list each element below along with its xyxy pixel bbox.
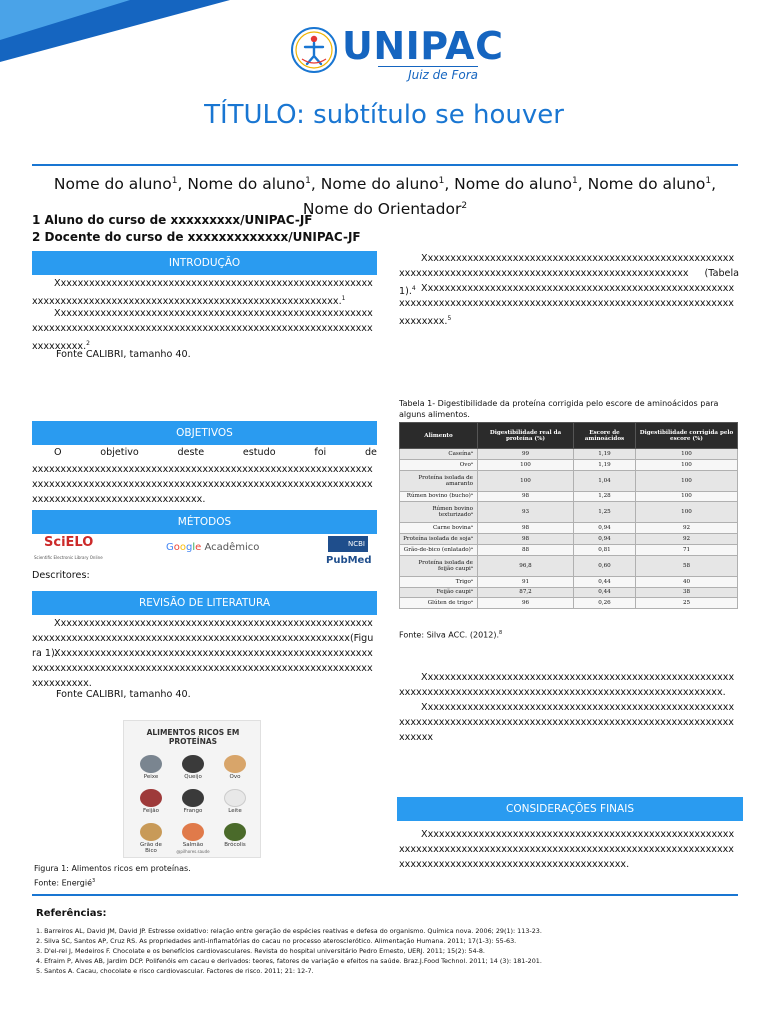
food-item-feijao (134, 789, 168, 814)
author-student: Nome do aluno (320, 175, 439, 194)
reference-item: 1. Barreiros AL, David JM, David JP. Estresse oxidativo: relação entre geração de espécies reativas e defesa do organismo. Química nova. 2006; 29(1): 113-23. (36, 927, 542, 935)
table-cell: 0,81 (574, 544, 636, 555)
table-row (400, 491, 738, 502)
objetivos-paragraph: xxxxxxxxxxxxxxxxxxxxxxxxxxxxxxxxxxxxxxxxxxxxxxxxxxxxxxxxxxxxxxxxxxxxxxxxxxxxxxxxxxxxxxxxxxxxxxxxxxxxxxxxxxxxxxxxxxxxxxxxxxxxxxxxxxxxxxxxxxxxxxxxxxxxxx. (32, 464, 373, 505)
objetivo-word: estudo (242, 447, 276, 458)
table-source-text: Fonte: Silva ACC. (2012). (399, 630, 500, 640)
food-label: Queijo (184, 774, 202, 780)
figure-title-line1: ALIMENTOS RICOS EM (146, 728, 240, 737)
table-cell: 0,44 (574, 587, 636, 598)
author-advisor: Nome do Orientador (302, 200, 462, 219)
intro-p2-text: Xxxxxxxxxxxxxxxxxxxxxxxxxxxxxxxxxxxxxxxxxxxxxxxxxxxxxxxxxxxxxxxxxxxxxxxxxxxxxxxxxxxxxxxxxxxxxxxxxxxxxxxxxxxxxxxxxxxxxxxxxxxxx. (32, 308, 373, 353)
table-cell: 0,94 (574, 534, 636, 545)
authors-line: Nome do aluno$^1$, Nome do aluno$^1$, Nome do aluno$^1$, Nome do aluno$^1$, Nome do aluno$^1$, Nome do Orientador$^2$ (53, 175, 717, 219)
google-letter: g (186, 542, 193, 553)
consideracoes-text: Xxxxxxxxxxxxxxxxxxxxxxxxxxxxxxxxxxxxxxxxxxxxxxxxxxxxxxxxxxxxxxxxxxxxxxxxxxxxxxxxxxxxxxxxxxxxxxxxxxxxxxxxxxxxxxxxxxxxxxxxxxxxxxxxxxxxxxxxxxxxxxxxxxxxxxxxxx. (399, 829, 735, 870)
table-row (400, 555, 738, 576)
section-introducao: INTRODUÇÃO (32, 251, 377, 275)
table-row (400, 587, 738, 598)
table-cell: 58 (636, 555, 738, 576)
food-item-frango (176, 789, 210, 814)
objetivo-word: foi (314, 447, 327, 458)
consideracoes-paragraph (399, 827, 739, 872)
table-source (399, 627, 502, 642)
page-title: TÍTULO: subtítulo se houver (204, 100, 564, 130)
table-cell: 1,19 (574, 459, 636, 470)
author-sup: 1 (305, 176, 311, 186)
objetivo-word: objetivo (100, 447, 139, 458)
table-row (400, 459, 738, 470)
table-cell: 93 (478, 502, 574, 523)
reference-item: 2. Silva SC, Santos AP, Cruz RS. As propriedades anti-inflamatórias do cacau no processo aterosclerótico. Alimentação Humana. 2011; 17(1-3): 55-63. (36, 937, 517, 945)
revisao-p1-text: Xxxxxxxxxxxxxxxxxxxxxxxxxxxxxxxxxxxxxxxxxxxxxxxxxxxxxxxxxxxxxxxxxxxxxxxxxxxxxxxxxxxxxxxxxxxxxxxxxxxxxxxxxxxxxxxx(Figura 1). (32, 618, 374, 659)
table-header: Digestibilidade real da proteína (%) (478, 423, 574, 449)
google-academico-logo (166, 542, 259, 553)
reference-item: 3. D'el-rei J, Medeiros F. Chocolate e os benefícios cardiovasculares. Revista do hospital universitário Pedro Ernesto, UERJ. 2011; 15(2): 54-8. (36, 947, 485, 955)
pubmed-logo: PubMed (326, 555, 372, 566)
table-cell: 98 (478, 523, 574, 534)
right-p4-text: Xxxxxxxxxxxxxxxxxxxxxxxxxxxxxxxxxxxxxxxxxxxxxxxxxxxxxxxxxxxxxxxxxxxxxxxxxxxxxxxxxxxxxxxxxxxxxxxxxxxxxxxxxxxxxxxxxxxxxxxx (399, 702, 735, 743)
table-row (400, 598, 738, 609)
food-item-queijo (176, 755, 210, 780)
table-cell: Trigoᵃ (400, 576, 478, 587)
intro-font-note: Fonte CALIBRI, tamanho 40. (56, 349, 191, 360)
table-cell: 1,25 (574, 502, 636, 523)
objetivos-first-line (32, 447, 377, 458)
brand-name: UNIPAC (342, 24, 504, 68)
section-revisao: REVISÃO DE LITERATURA (32, 591, 377, 615)
google-letter: o (179, 542, 186, 553)
revisao-font-note: Fonte CALIBRI, tamanho 40. (56, 689, 191, 700)
figure-caption-line1: Figura 1: Alimentos ricos em proteínas. (34, 864, 191, 873)
table-cell: Ovoᵃ (400, 459, 478, 470)
table-cell: 92 (636, 523, 738, 534)
table-row (400, 534, 738, 545)
table-cell: 88 (478, 544, 574, 555)
table-cell: 40 (636, 576, 738, 587)
table-row (400, 449, 738, 460)
table-cell: 0,44 (574, 576, 636, 587)
google-letter: e (195, 542, 202, 553)
table-cell: 91 (478, 576, 574, 587)
google-letter: G (166, 542, 174, 553)
table-cell: 98 (478, 534, 574, 545)
food-label: Peixe (143, 774, 159, 780)
figure-caption-sup: 3 (92, 878, 96, 884)
brand-subtitle: Juiz de Fora (378, 66, 478, 82)
table-cell: 98 (478, 491, 574, 502)
table-cell: 87,2 (478, 587, 574, 598)
revisao-p2-text: Xxxxxxxxxxxxxxxxxxxxxxxxxxxxxxxxxxxxxxxxxxxxxxxxxxxxxxxxxxxxxxxxxxxxxxxxxxxxxxxxxxxxxxxxxxxxxxxxxxxxxxxxxxxxxxxxxxxxxxxxxxxxxx. (32, 648, 373, 689)
section-objetivos: OBJETIVOS (32, 421, 377, 445)
objetivo-word: O (54, 447, 62, 458)
author-student: Nome do aluno (454, 175, 572, 194)
food-label: Grão de Bico (140, 842, 162, 854)
objetivo-word: deste (177, 447, 205, 458)
food-item-salmao (176, 823, 210, 848)
table-cell: Proteína isolada de feijão caupiᵃ (400, 555, 478, 576)
table-cell: 0,60 (574, 555, 636, 576)
food-label: Ovo (229, 774, 241, 780)
references-divider (32, 894, 738, 896)
figure-title (124, 728, 262, 746)
table-cell: 38 (636, 587, 738, 598)
right-p1-sup: 4 (411, 285, 416, 292)
table-cell: 99 (478, 449, 574, 460)
table-cell: 0,26 (574, 598, 636, 609)
unipac-logo (290, 24, 504, 82)
google-letter: l (192, 542, 196, 553)
table-cell: Glúten de trigoᵃ (400, 598, 478, 609)
right-p1-text: Xxxxxxxxxxxxxxxxxxxxxxxxxxxxxxxxxxxxxxxxxxxxxxxxxxxxxxxxxxxxxxxxxxxxxxxxxxxxxxxxxxxxxxxxxxxxxxxxxxxxxxxxxx (Tabela 1). (399, 253, 739, 298)
author-student: Nome do aluno (187, 175, 306, 194)
table-cell: 100 (636, 491, 738, 502)
corner-decoration-light (0, 0, 130, 40)
table-cell: Caseínaᵃ (400, 449, 478, 460)
table-source-sup: 8 (499, 630, 503, 636)
intro-p2-sup: 2 (86, 340, 90, 347)
food-label: Feijão (142, 808, 160, 814)
table-cell: 1,04 (574, 470, 636, 491)
table-cell: 1,19 (574, 449, 636, 460)
table-cell: 100 (636, 459, 738, 470)
figure-title-line2: PROTEÍNAS (168, 737, 218, 746)
food-label: Brócolis (224, 842, 246, 848)
table-cell: 100 (636, 449, 738, 460)
table-row (400, 502, 738, 523)
table-row (400, 544, 738, 555)
figure-caption-line2: Fonte: Energié (34, 878, 92, 888)
table-cell: 100 (478, 459, 574, 470)
right-p2-sup: 5 (447, 315, 452, 322)
author-sup: 1 (438, 176, 445, 186)
table-cell: Proteína isolada de amaranto (400, 470, 478, 491)
table-cell: Feijão caupiᵃ (400, 587, 478, 598)
author-student: Nome do aluno (587, 175, 706, 194)
figure-caption (34, 863, 191, 890)
table-row (400, 576, 738, 587)
table-cell: Rúmen bovino (bucho)ᵃ (400, 491, 478, 502)
title-divider (32, 164, 738, 166)
food-item-leite (218, 789, 252, 814)
author-student: Nome do aluno (53, 175, 172, 194)
table-caption: Tabela 1- Digestibilidade da proteína corrigida pelo escore de aminoácidos para alguns alimentos. (399, 399, 719, 419)
scielo-subtitle: Scientific Electronic Library Online (34, 555, 103, 560)
reference-item: 4. Efraim P, Alves AB, Jardim DCP. Polifenóis em cacau e derivados: teores, fatores de variação e efeitos na saúde. Braz.J.Food Technol. 2011; 14 (3): 181-201. (36, 957, 542, 965)
food-label: Leite (228, 808, 242, 814)
ncbi-logo: NCBI (328, 536, 368, 552)
table-cell: 92 (636, 534, 738, 545)
right-paragraph-3 (399, 670, 739, 700)
table-cell: Grão-de-bico (enlatado)ᵃ (400, 544, 478, 555)
food-label: Frango (183, 808, 203, 814)
references-list (36, 926, 736, 976)
descritores-label: Descritores: (32, 570, 90, 581)
table-cell: 100 (636, 502, 738, 523)
objetivo-word: de (364, 447, 377, 458)
table-cell: 71 (636, 544, 738, 555)
author-sup: 1 (171, 176, 178, 186)
food-item-ovo (218, 755, 252, 780)
author-sup: 1 (705, 176, 712, 186)
table-cell: 0,94 (574, 523, 636, 534)
right-p3-text: Xxxxxxxxxxxxxxxxxxxxxxxxxxxxxxxxxxxxxxxxxxxxxxxxxxxxxxxxxxxxxxxxxxxxxxxxxxxxxxxxxxxxxxxxxxxxxxxxxxxxxxxxxxxxxxxx. (399, 672, 735, 698)
right-p2-text: Xxxxxxxxxxxxxxxxxxxxxxxxxxxxxxxxxxxxxxxxxxxxxxxxxxxxxxxxxxxxxxxxxxxxxxxxxxxxxxxxxxxxxxxxxxxxxxxxxxxxxxxxxxxxxxxxxxxxxxxxxx. (399, 283, 735, 328)
right-paragraph-2 (399, 281, 739, 329)
table-header: Alimento (400, 423, 478, 449)
table-cell: 100 (478, 470, 574, 491)
table-cell: 100 (636, 470, 738, 491)
table-cell: Proteína isolada de sojaᵃ (400, 534, 478, 545)
references-title: Referências: (36, 908, 107, 919)
table-row (400, 470, 738, 491)
right-paragraph-4 (399, 700, 739, 745)
revisao-paragraph-2 (32, 646, 377, 691)
digestibility-table (399, 422, 738, 609)
reference-item: 5. Santos A. Cacau, chocolate e risco cardiovascular. Factores de risco. 2011; 21: 12-7. (36, 967, 314, 975)
food-item-brocolis (218, 823, 252, 848)
figure-credit: @pilhores.saude (176, 849, 210, 854)
table-cell: Carne bovinaᵃ (400, 523, 478, 534)
intro-p1-sup: 1 (341, 295, 346, 302)
section-consideracoes: CONSIDERAÇÕES FINAIS (397, 797, 743, 821)
table-row (400, 523, 738, 534)
author-sup: 1 (572, 176, 578, 186)
table-cell: 96,8 (478, 555, 574, 576)
advisor-sup: 2 (461, 201, 468, 212)
table-header-row (400, 423, 738, 449)
unipac-emblem-icon (290, 26, 338, 74)
affiliation-1: 1 Aluno do curso de xxxxxxxxx/UNIPAC-JF (32, 213, 313, 227)
table-cell: 96 (478, 598, 574, 609)
google-academico-text: Acadêmico (201, 542, 260, 553)
food-label: Salmão (182, 842, 204, 848)
database-logos (32, 533, 377, 573)
intro-p1-text: Xxxxxxxxxxxxxxxxxxxxxxxxxxxxxxxxxxxxxxxxxxxxxxxxxxxxxxxxxxxxxxxxxxxxxxxxxxxxxxxxxxxxxxxxxxxxxxxxxxxxxxxxxxxxxx. (32, 278, 373, 308)
figure-alimentos-proteinas (123, 720, 261, 858)
table-cell: 1,28 (574, 491, 636, 502)
affiliation-2: 2 Docente do curso de xxxxxxxxxxxxx/UNIPAC-JF (32, 230, 361, 244)
table-header: Digestibilidade corrigida pelo escore (%) (636, 423, 738, 449)
scielo-logo: SciELO (44, 535, 94, 550)
table-cell: 25 (636, 598, 738, 609)
table-header: Escore de aminoácidos (574, 423, 636, 449)
section-metodos: MÉTODOS (32, 510, 377, 534)
intro-paragraph-1 (32, 276, 377, 309)
food-item-peixe (134, 755, 168, 780)
table-cell: Rúmen bovino texturizadoᵃ (400, 502, 478, 523)
intro-paragraph-2 (32, 306, 377, 354)
google-letter: o (173, 542, 180, 553)
